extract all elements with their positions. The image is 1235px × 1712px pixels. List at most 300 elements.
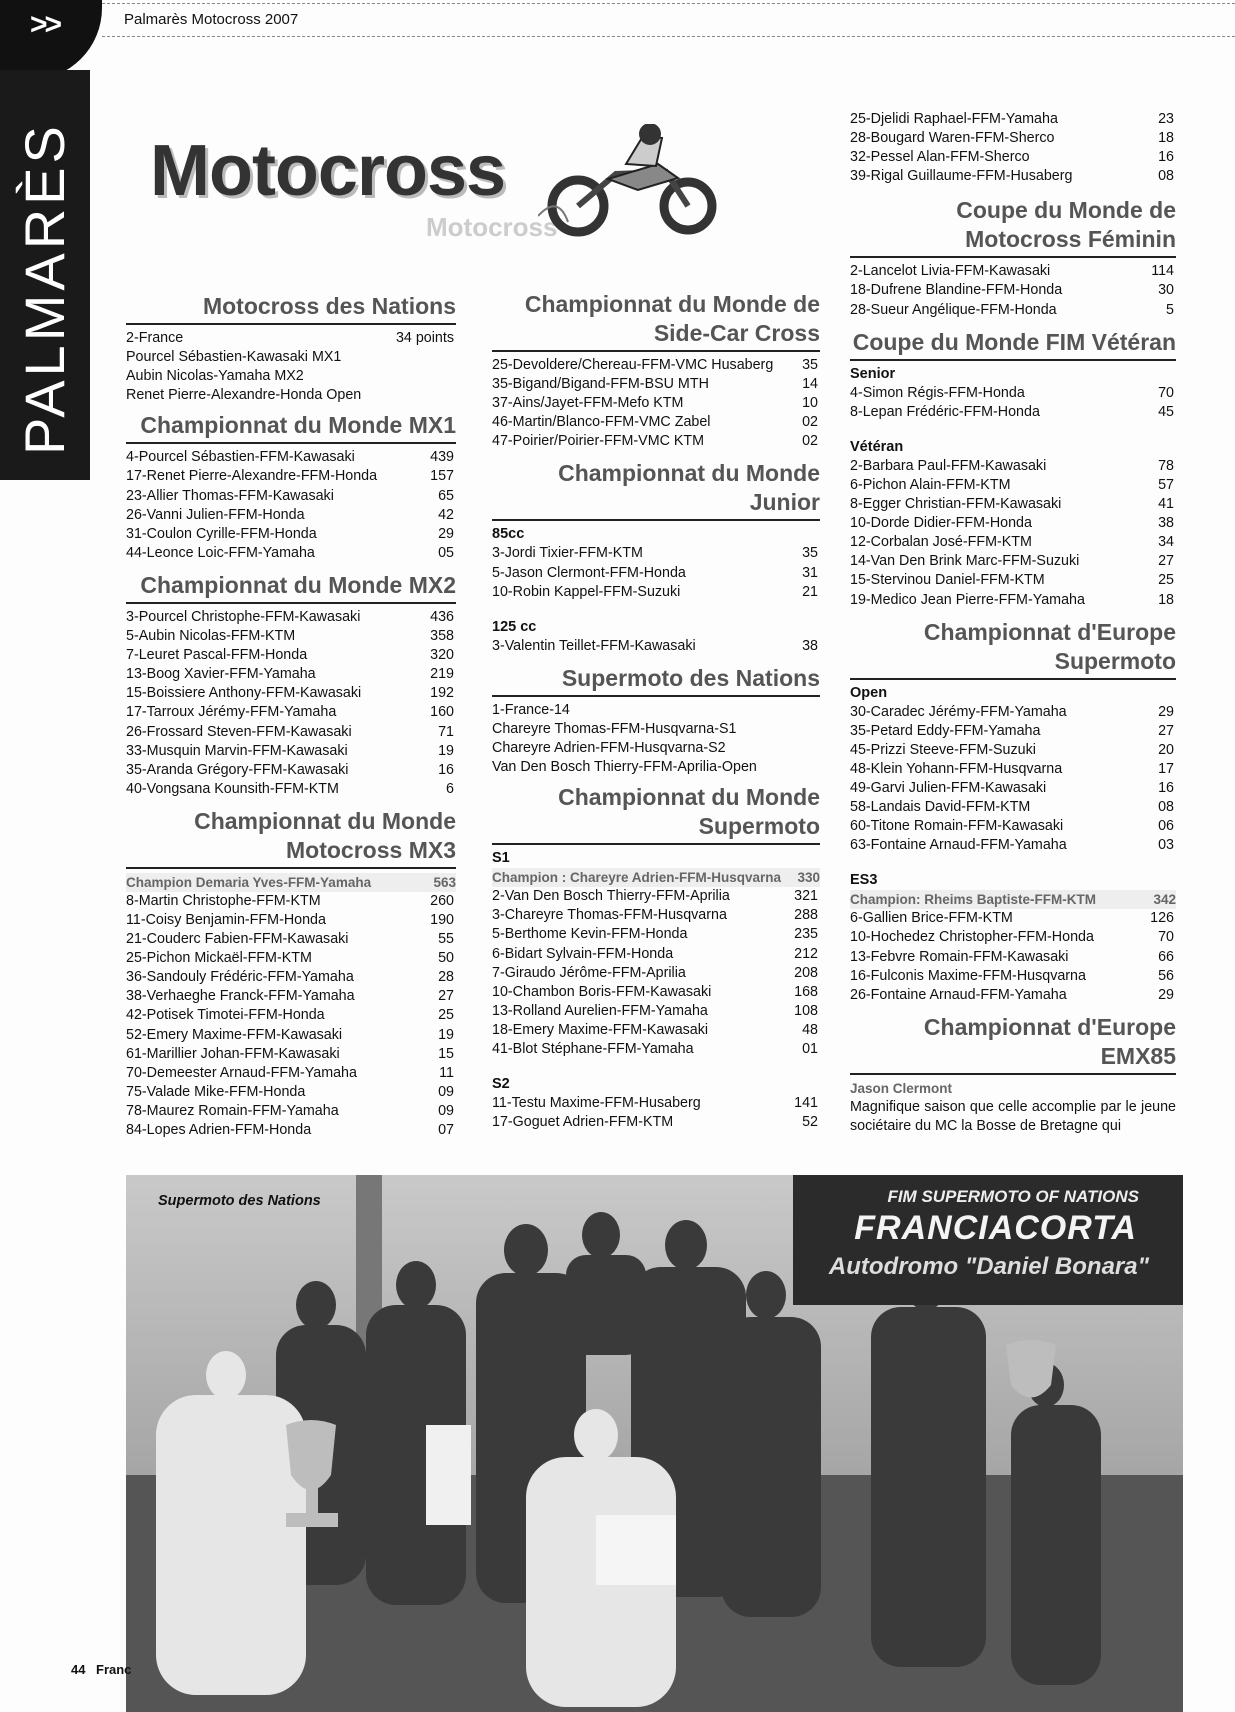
result-value: 16 <box>438 761 454 778</box>
result-value: 114 <box>1151 263 1174 280</box>
section-rule <box>492 843 820 845</box>
result-list <box>492 887 820 1059</box>
result-value: 01 <box>802 1040 818 1057</box>
section-rule <box>850 1073 1176 1075</box>
result-row <box>126 506 456 525</box>
result-name: 31-Coulon Cyrille-FFM-Honda <box>126 525 317 542</box>
column-middle <box>492 290 820 1132</box>
result-value: 70 <box>1158 384 1174 401</box>
result-value: 320 <box>430 647 454 664</box>
result-value: 57 <box>1158 476 1174 493</box>
result-row <box>126 930 456 949</box>
result-row <box>492 1021 820 1040</box>
result-row <box>126 684 456 703</box>
result-row <box>126 723 456 742</box>
result-value: 25 <box>438 1007 454 1024</box>
section-title-line2: Motocross MX3 <box>286 836 456 863</box>
section-title-line1: Coupe du Monde de <box>956 197 1176 224</box>
result-name: 6-Pichon Alain-FFM-KTM <box>850 476 1011 493</box>
column-right <box>850 110 1176 1136</box>
result-name: 28-Sueur Angélique-FFM-Honda <box>850 301 1057 318</box>
result-value: 71 <box>438 723 454 740</box>
result-value: 41 <box>1158 496 1174 513</box>
result-value: 260 <box>430 892 454 909</box>
result-name: 28-Bougard Waren-FFM-Sherco <box>850 130 1055 147</box>
result-name: 10-Chambon Boris-FFM-Kawasaki <box>492 983 712 1000</box>
result-name: 41-Blot Stéphane-FFM-Yamaha <box>492 1040 694 1057</box>
podium-photo <box>126 1175 1183 1712</box>
result-row <box>126 1026 456 1045</box>
result-name: 60-Titone Romain-FFM-Kawasaki <box>850 818 1064 835</box>
result-row <box>126 467 456 486</box>
result-line: Renet Pierre-Alexandre-Honda Open <box>126 387 362 404</box>
result-value: 48 <box>802 1021 818 1038</box>
result-value: 29 <box>438 525 454 542</box>
result-row <box>850 836 1176 855</box>
result-value: 02 <box>802 433 818 450</box>
result-row <box>492 1094 820 1113</box>
result-row <box>126 1102 456 1121</box>
result-name: 13-Rolland Aurelien-FFM-Yamaha <box>492 1002 708 1019</box>
result-row <box>850 722 1176 741</box>
article-paragraph: Magnifique saison que celle accomplie par le jeune sociétaire du MC la Bosse de Bretagne qui <box>850 1098 1176 1134</box>
result-name: 5-Jason Clermont-FFM-Honda <box>492 564 686 581</box>
result-row <box>126 608 456 627</box>
result-name: 46-Martin/Blanco-FFM-VMC Zabel <box>492 414 711 431</box>
champion-value: 342 <box>1153 892 1176 908</box>
result-value: 66 <box>1158 948 1174 965</box>
result-value: 21 <box>802 583 818 600</box>
result-row <box>126 968 456 987</box>
result-value: 07 <box>438 1122 454 1138</box>
result-name: 6-Bidart Sylvain-FFM-Honda <box>492 945 674 962</box>
result-name: 47-Poirier/Poirier-FFM-VMC KTM <box>492 433 705 450</box>
result-row <box>850 779 1176 798</box>
result-value: 55 <box>438 931 454 948</box>
result-name: 18-Dufrene Blandine-FFM-Honda <box>850 282 1063 299</box>
result-name: 26-Vanni Julien-FFM-Honda <box>126 506 305 523</box>
result-row <box>850 928 1176 947</box>
result-list <box>126 448 456 563</box>
result-row <box>850 384 1176 403</box>
result-value: 160 <box>430 704 454 721</box>
result-value: 358 <box>430 628 454 645</box>
result-list-continued <box>850 110 1176 186</box>
result-row <box>850 301 1176 320</box>
result-value: 19 <box>438 1026 454 1043</box>
result-list <box>492 356 820 451</box>
result-value: 126 <box>1150 910 1174 927</box>
result-name: 15-Boissiere Anthony-FFM-Kawasaki <box>126 685 362 702</box>
section-rule <box>850 256 1176 258</box>
result-name: 14-Van Den Brink Marc-FFM-Suzuki <box>850 553 1080 570</box>
result-row <box>126 1045 456 1064</box>
result-value: 27 <box>1158 553 1174 570</box>
result-name: 63-Fontaine Arnaud-FFM-Yamaha <box>850 837 1067 854</box>
result-value: 35 <box>802 357 818 373</box>
result-row <box>492 356 820 375</box>
section-title-line1: Championnat du Monde <box>558 784 820 811</box>
category-label: 85cc <box>492 526 525 543</box>
result-list <box>126 608 456 799</box>
result-value: 38 <box>1158 515 1174 532</box>
section-europe-supermoto <box>850 618 1176 1005</box>
result-name: 3-Jordi Tixier-FFM-KTM <box>492 545 643 562</box>
result-name: 61-Marillier Johan-FFM-Kawasaki <box>126 1045 340 1062</box>
result-row <box>126 949 456 968</box>
section-rule <box>492 695 820 697</box>
result-row <box>850 262 1176 281</box>
result-row <box>126 525 456 544</box>
section-rule <box>492 350 820 352</box>
result-name: 2-Lancelot Livia-FFM-Kawasaki <box>850 263 1051 280</box>
result-name: 4-Simon Régis-FFM-Honda <box>850 384 1025 401</box>
result-row <box>850 967 1176 986</box>
section-title-line2: Supermoto <box>698 813 820 840</box>
result-row <box>126 742 456 761</box>
result-row <box>850 552 1176 571</box>
result-row <box>126 1006 456 1025</box>
motocross-rider-icon <box>538 124 728 244</box>
result-row <box>126 780 456 799</box>
event-banner <box>793 1175 1183 1305</box>
section-rule <box>126 867 456 869</box>
result-name: 26-Fontaine Arnaud-FFM-Yamaha <box>850 986 1067 1003</box>
result-row <box>492 413 820 432</box>
result-row <box>492 564 820 583</box>
result-value: 34 <box>1158 534 1174 551</box>
result-name: 8-Martin Christophe-FFM-KTM <box>126 892 321 909</box>
result-value: 45 <box>1158 403 1174 420</box>
result-list <box>850 262 1176 319</box>
result-value: 19 <box>438 742 454 759</box>
result-name: 40-Vongsana Kounsith-FFM-KTM <box>126 780 339 797</box>
result-name: 10-Hochedez Christopher-FFM-Honda <box>850 929 1094 946</box>
result-name: 3-Pourcel Christophe-FFM-Kawasaki <box>126 608 361 625</box>
result-name: 5-Berthome Kevin-FFM-Honda <box>492 926 688 943</box>
result-value: 20 <box>1158 741 1174 758</box>
result-name: 7-Leuret Pascal-FFM-Honda <box>126 647 308 664</box>
result-row <box>126 448 456 467</box>
section-rule <box>850 359 1176 361</box>
result-value: 03 <box>1158 837 1174 854</box>
result-name: 30-Caradec Jérémy-FFM-Yamaha <box>850 703 1067 720</box>
result-row <box>492 394 820 413</box>
section-title-line1: Championnat du Monde <box>194 807 456 834</box>
category-label: 125 cc <box>492 618 537 635</box>
result-row <box>850 148 1176 167</box>
result-value: 34 points <box>395 330 454 346</box>
result-name: 35-Bigand/Bigand-FFM-BSU MTH <box>492 376 709 393</box>
result-name: 45-Prizzi Steeve-FFM-Suzuki <box>850 741 1036 758</box>
result-row <box>492 945 820 964</box>
result-value: 50 <box>438 950 454 967</box>
result-row <box>850 495 1176 514</box>
result-value: 16 <box>1158 779 1174 796</box>
category-label: Vétéran <box>850 438 904 455</box>
result-name: 48-Klein Yohann-FFM-Husqvarna <box>850 760 1063 777</box>
header-rule-bottom <box>102 36 1235 37</box>
result-row <box>850 403 1176 422</box>
champion-row <box>126 873 456 892</box>
result-name: 7-Giraudo Jérôme-FFM-Aprilia <box>492 964 686 981</box>
result-row <box>492 964 820 983</box>
section-title: Championnat du Monde MX1 <box>140 412 456 439</box>
result-list <box>850 457 1176 610</box>
section-title-line2: Junior <box>749 489 820 516</box>
champion-row <box>492 868 820 887</box>
result-name: 17-Renet Pierre-Alexandre-FFM-Honda <box>126 468 378 485</box>
result-value: 15 <box>438 1045 454 1062</box>
result-value: 65 <box>438 487 454 504</box>
result-row <box>126 911 456 930</box>
result-row <box>126 544 456 563</box>
result-name: 25-Djelidi Raphael-FFM-Yamaha <box>850 111 1058 127</box>
result-name: 84-Lopes Adrien-FFM-Honda <box>126 1122 312 1138</box>
result-row <box>126 761 456 780</box>
result-row <box>492 432 820 451</box>
result-name: 4-Pourcel Sébastien-FFM-Kawasaki <box>126 449 355 466</box>
side-section-label: PALMARÈS <box>13 122 76 455</box>
result-row <box>850 909 1176 928</box>
section-side-car-cross <box>492 290 820 451</box>
result-row <box>850 798 1176 817</box>
result-row <box>492 925 820 944</box>
result-line: Pourcel Sébastien-Kawasaki MX1 <box>126 349 342 366</box>
result-name: 2-Van Den Bosch Thierry-FFM-Aprilia <box>492 888 730 905</box>
result-list <box>492 544 820 601</box>
result-value: 30 <box>1158 282 1174 299</box>
result-value: 25 <box>1158 572 1174 589</box>
result-row <box>850 591 1176 610</box>
result-row <box>492 1113 820 1132</box>
result-value: 192 <box>430 685 454 702</box>
result-value: 14 <box>802 376 818 393</box>
result-name: 15-Stervinou Daniel-FFM-KTM <box>850 572 1045 589</box>
logo-title: Motocross <box>150 131 506 211</box>
section-title-line1: Championnat du Monde de <box>524 291 820 317</box>
result-value: 27 <box>1158 722 1174 739</box>
result-value: 11 <box>439 1064 454 1081</box>
banner-line-3: Autodromo "Daniel Bonara" <box>828 1253 1149 1280</box>
result-value: 09 <box>438 1102 454 1119</box>
result-value: 27 <box>438 988 454 1005</box>
result-value: 23 <box>1158 111 1174 127</box>
section-rule <box>850 678 1176 680</box>
result-name: 33-Musquin Marvin-FFM-Kawasaki <box>126 742 348 759</box>
result-value: 70 <box>1158 929 1174 946</box>
result-row <box>126 665 456 684</box>
section-title-line2: EMX85 <box>1100 1042 1176 1069</box>
result-value: 141 <box>794 1095 818 1112</box>
result-row <box>126 1121 456 1140</box>
result-name: 78-Maurez Romain-FFM-Yamaha <box>126 1102 339 1119</box>
result-value: 108 <box>794 1002 818 1019</box>
result-name: 35-Aranda Grégory-FFM-Kawasaki <box>126 761 349 778</box>
result-name: 36-Sandouly Frédéric-FFM-Yamaha <box>126 969 354 986</box>
result-name: 25-Pichon Mickaël-FFM-KTM <box>126 950 312 967</box>
section-title-line1: Championnat d'Europe <box>923 618 1176 645</box>
result-row <box>850 514 1176 533</box>
champion-row <box>850 890 1176 909</box>
category-label: S1 <box>492 850 510 867</box>
result-row <box>850 457 1176 476</box>
banner-line-1: FIM SUPERMOTO OF NATIONS <box>887 1187 1139 1206</box>
result-value: 436 <box>430 608 454 625</box>
result-name: 18-Emery Maxime-FFM-Kawasaki <box>492 1021 709 1038</box>
result-row <box>850 817 1176 836</box>
result-value: 38 <box>802 637 818 654</box>
result-list <box>850 384 1176 422</box>
result-value: 157 <box>430 468 454 485</box>
section-title-line1: Championnat d'Europe <box>923 1013 1176 1040</box>
result-row <box>492 983 820 1002</box>
footer-text: Franc <box>96 1662 132 1677</box>
result-row <box>492 887 820 906</box>
section-rule <box>126 323 456 325</box>
result-line: Van Den Bosch Thierry-FFM-Aprilia-Open <box>492 759 757 776</box>
result-value: 212 <box>794 945 818 962</box>
result-name: 26-Frossard Steven-FFM-Kawasaki <box>126 723 352 740</box>
result-name: 35-Petard Eddy-FFM-Yamaha <box>850 722 1041 739</box>
result-name: 2-France <box>126 330 184 346</box>
banner-line-2: FRANCIACORTA <box>854 1209 1137 1247</box>
result-row <box>492 583 820 602</box>
result-value: 06 <box>1158 818 1174 835</box>
result-name: 12-Corbalan José-FFM-KTM <box>850 534 1032 551</box>
result-name: 42-Potisek Timotei-FFM-Honda <box>126 1007 325 1024</box>
result-name: 49-Garvi Julien-FFM-Kawasaki <box>850 779 1047 796</box>
result-name: 37-Ains/Jayet-FFM-Mefo KTM <box>492 395 684 412</box>
result-name: 6-Gallien Brice-FFM-KTM <box>850 910 1013 927</box>
page-header-title: Palmarès Motocross 2007 <box>124 11 299 28</box>
result-row <box>850 703 1176 722</box>
result-value: 08 <box>1158 799 1174 816</box>
section-title: Championnat du Monde MX2 <box>140 571 456 598</box>
result-value: 56 <box>1158 967 1174 984</box>
result-list <box>492 1094 820 1132</box>
result-name: 23-Allier Thomas-FFM-Kawasaki <box>126 487 334 504</box>
rider-name <box>850 1079 1176 1098</box>
champion-value: 563 <box>433 874 456 890</box>
result-row <box>492 637 820 656</box>
result-value: 29 <box>1158 703 1174 720</box>
category-label: Senior <box>850 365 896 382</box>
result-value: 78 <box>1158 457 1174 474</box>
section-title-line2: Side-Car Cross <box>653 320 820 346</box>
result-name: 8-Lepan Frédéric-FFM-Honda <box>850 403 1040 420</box>
section-title-line2: Motocross Féminin <box>965 226 1176 253</box>
motocross-logo <box>150 130 730 250</box>
result-value: 16 <box>1158 149 1174 166</box>
result-value: 5 <box>1166 301 1174 318</box>
result-row <box>492 544 820 563</box>
section-title-line2: Supermoto <box>1054 647 1176 674</box>
result-row <box>126 987 456 1006</box>
result-value: 31 <box>802 564 818 581</box>
result-row <box>126 627 456 646</box>
result-name: 39-Rigal Guillaume-FFM-Husaberg <box>850 168 1073 185</box>
result-row <box>850 741 1176 760</box>
result-name: 25-Devoldere/Chereau-FFM-VMC Husaberg <box>492 357 774 373</box>
result-row <box>126 646 456 665</box>
section-rule <box>492 519 820 521</box>
result-value: 29 <box>1158 986 1174 1003</box>
rider-name-text: Jason Clermont <box>850 1080 953 1096</box>
result-row <box>850 129 1176 148</box>
result-name: 3-Valentin Teillet-FFM-Kawasaki <box>492 637 696 654</box>
result-value: 439 <box>430 449 454 466</box>
result-row <box>850 476 1176 495</box>
result-value: 42 <box>438 506 454 523</box>
result-name: 11-Testu Maxime-FFM-Husaberg <box>492 1095 701 1112</box>
section-supermoto-world <box>492 783 820 1132</box>
champion-name: Champion: Rheims Baptiste-FFM-KTM <box>850 892 1096 908</box>
section-supermoto-des-nations <box>492 664 820 777</box>
result-row <box>492 906 820 925</box>
result-row <box>850 110 1176 129</box>
result-name: 10-Robin Kappel-FFM-Suzuki <box>492 583 681 600</box>
section-rule <box>126 442 456 444</box>
result-value: 05 <box>438 544 454 561</box>
result-name: 3-Chareyre Thomas-FFM-Husqvarna <box>492 907 727 924</box>
result-list <box>850 703 1176 856</box>
result-name: 10-Dorde Didier-FFM-Honda <box>850 515 1032 532</box>
result-row <box>126 487 456 506</box>
result-value: 219 <box>430 666 454 683</box>
result-row <box>492 1002 820 1021</box>
column-left <box>126 292 456 1140</box>
chevron-right-icon: >> <box>30 8 60 41</box>
result-row <box>126 329 456 348</box>
result-name: 5-Aubin Nicolas-FFM-KTM <box>126 628 296 645</box>
result-row <box>126 892 456 911</box>
result-value: 208 <box>794 964 818 981</box>
page-number: 44 <box>71 1662 86 1677</box>
result-list <box>492 637 820 656</box>
result-name: 44-Leonce Loic-FFM-Yamaha <box>126 544 315 561</box>
section-veteran <box>850 328 1176 610</box>
result-value: 6 <box>446 780 454 797</box>
result-name: 17-Tarroux Jérémy-FFM-Yamaha <box>126 704 337 721</box>
result-name: 16-Fulconis Maxime-FFM-Husqvarna <box>850 967 1086 984</box>
result-value: 235 <box>794 926 818 943</box>
champion-name: Champion : Chareyre Adrien-FFM-Husqvarna <box>492 870 782 886</box>
result-name: 17-Goguet Adrien-FFM-KTM <box>492 1114 674 1131</box>
result-row <box>850 948 1176 967</box>
result-name: 32-Pessel Alan-FFM-Sherco <box>850 149 1030 166</box>
champion-value: 330 <box>797 870 820 886</box>
result-line: Chareyre Adrien-FFM-Husqvarna-S2 <box>492 740 726 757</box>
result-name: 19-Medico Jean Pierre-FFM-Yamaha <box>850 591 1085 608</box>
result-name: 70-Demeester Arnaud-FFM-Yamaha <box>126 1064 357 1081</box>
result-name: 13-Boog Xavier-FFM-Yamaha <box>126 666 316 683</box>
result-row <box>850 281 1176 300</box>
result-name: 58-Landais David-FFM-KTM <box>850 799 1031 816</box>
section-motocross-feminin <box>850 196 1176 319</box>
section-mx3 <box>126 807 456 1140</box>
result-value: 288 <box>794 907 818 924</box>
result-list <box>126 892 456 1140</box>
result-row <box>850 167 1176 186</box>
result-row <box>850 571 1176 590</box>
section-title: Coupe du Monde FIM Vétéran <box>852 328 1176 355</box>
result-row <box>850 760 1176 779</box>
result-name: 13-Febvre Romain-FFM-Kawasaki <box>850 948 1069 965</box>
result-value: 17 <box>1158 760 1174 777</box>
result-value: 168 <box>794 983 818 1000</box>
section-junior <box>492 459 820 655</box>
